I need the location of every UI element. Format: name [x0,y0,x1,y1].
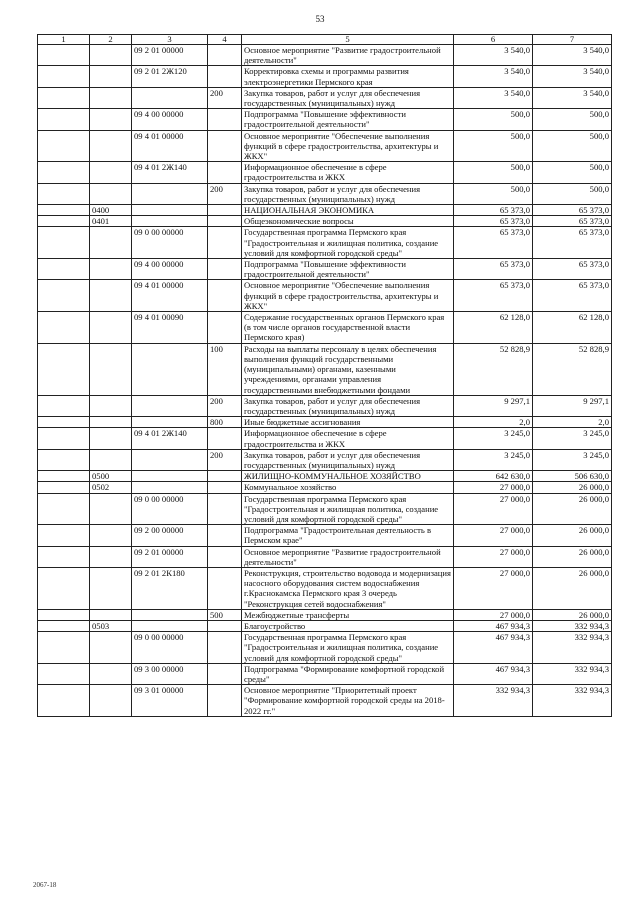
cell-amount-b: 65 373,0 [533,227,612,259]
cell-amount-b: 26 000,0 [533,482,612,493]
cell-col1 [38,45,90,66]
cell-description: Государственная программа Пермского края "Градостроительная и жилищная политика, создание условий для комфортной городской среды" [242,632,454,664]
cell-col1 [38,525,90,546]
cell-section-code [90,567,132,609]
cell-description: Основное мероприятие "Развитие градостроительной деятельности" [242,45,454,66]
cell-section-code [90,109,132,130]
cell-amount-b: 26 000,0 [533,546,612,567]
cell-description: Подпрограмма "Повышение эффективности градостроительной деятельности" [242,259,454,280]
cell-description: Закупка товаров, работ и услуг для обеспечения государственных (муниципальных) нужд [242,183,454,204]
cell-section-code: 0500 [90,471,132,482]
cell-amount-b: 3 540,0 [533,87,612,108]
table-row [38,216,612,227]
cell-expense-type [208,525,242,546]
table-row [38,343,612,395]
page-number: 53 [315,14,325,24]
cell-description: НАЦИОНАЛЬНАЯ ЭКОНОМИКА [242,205,454,216]
cell-target-code: 09 4 00 00000 [132,109,208,130]
cell-amount-a: 65 373,0 [454,280,533,312]
cell-target-code [132,395,208,416]
cell-amount-b: 65 373,0 [533,205,612,216]
cell-amount-a: 3 245,0 [454,449,533,470]
cell-expense-type [208,216,242,227]
cell-target-code [132,417,208,428]
cell-description: Корректировка схемы и программы развития электроэнергетики Пермского края [242,66,454,87]
cell-target-code: 09 4 01 2Ж140 [132,428,208,449]
cell-target-code: 09 2 01 2Ж120 [132,66,208,87]
table-row [38,449,612,470]
cell-section-code [90,663,132,684]
cell-target-code: 09 2 01 00000 [132,546,208,567]
cell-col1 [38,632,90,664]
cell-description: Закупка товаров, работ и услуг для обеспечения государственных (муниципальных) нужд [242,449,454,470]
cell-amount-b: 65 373,0 [533,216,612,227]
table-row [38,546,612,567]
cell-target-code [132,183,208,204]
cell-col1 [38,162,90,183]
header-cell: 6 [454,35,533,45]
cell-amount-a: 27 000,0 [454,482,533,493]
cell-amount-b: 500,0 [533,130,612,162]
cell-description: Реконструкция, строительство водовода и модернизация насосного оборудования систем водоснабжения г.Краснокамска Пермского края 3 очередь "Реконструкция сетей водоснабжения" [242,567,454,609]
cell-amount-b: 3 540,0 [533,45,612,66]
table-row [38,259,612,280]
cell-amount-a: 27 000,0 [454,546,533,567]
cell-amount-a: 500,0 [454,109,533,130]
cell-target-code: 09 4 01 00000 [132,280,208,312]
cell-section-code [90,493,132,525]
cell-target-code: 09 2 01 00000 [132,45,208,66]
cell-amount-b: 3 540,0 [533,66,612,87]
cell-amount-a: 62 128,0 [454,312,533,344]
cell-description: Государственная программа Пермского края "Градостроительная и жилищная политика, создание условий для комфортной городской среды" [242,493,454,525]
cell-amount-b: 332 934,3 [533,685,612,717]
cell-expense-type [208,259,242,280]
cell-expense-type [208,109,242,130]
table-row [38,567,612,609]
cell-expense-type [208,471,242,482]
table-row [38,205,612,216]
cell-amount-a: 27 000,0 [454,493,533,525]
cell-section-code [90,525,132,546]
table-row [38,227,612,259]
cell-description: Коммунальное хозяйство [242,482,454,493]
header-cell: 4 [208,35,242,45]
cell-col1 [38,87,90,108]
header-cell: 1 [38,35,90,45]
table-row [38,620,612,631]
cell-col1 [38,417,90,428]
table-row [38,45,612,66]
table-row [38,183,612,204]
table-row [38,66,612,87]
header-row [38,35,612,45]
cell-section-code [90,417,132,428]
cell-target-code [132,471,208,482]
cell-section-code [90,609,132,620]
cell-target-code: 09 4 01 00090 [132,312,208,344]
header-cell: 2 [90,35,132,45]
cell-amount-a: 500,0 [454,183,533,204]
header-cell: 5 [242,35,454,45]
cell-amount-b: 26 000,0 [533,567,612,609]
cell-amount-b: 65 373,0 [533,280,612,312]
cell-col1 [38,493,90,525]
cell-col1 [38,183,90,204]
table-row [38,482,612,493]
cell-description: Основное мероприятие "Обеспечение выполнения функций в сфере градостроительства, архитектуры и ЖКХ" [242,130,454,162]
table-row [38,525,612,546]
table-row [38,632,612,664]
cell-amount-b: 500,0 [533,183,612,204]
table-row [38,130,612,162]
cell-col1 [38,216,90,227]
cell-expense-type [208,162,242,183]
cell-description: Подпрограмма "Градостроительная деятельность в Пермском крае" [242,525,454,546]
cell-expense-type [208,280,242,312]
cell-target-code [132,449,208,470]
cell-target-code: 09 4 01 2Ж140 [132,162,208,183]
cell-col1 [38,620,90,631]
table-row [38,162,612,183]
cell-section-code: 0400 [90,205,132,216]
cell-col1 [38,546,90,567]
cell-amount-b: 65 373,0 [533,259,612,280]
cell-description: Основное мероприятие "Приоритетный проект "Формирование комфортной городской среды на 2018-2022 гг." [242,685,454,717]
cell-col1 [38,428,90,449]
cell-expense-type [208,312,242,344]
table-row [38,109,612,130]
cell-expense-type: 500 [208,609,242,620]
cell-section-code [90,227,132,259]
cell-col1 [38,482,90,493]
cell-section-code [90,312,132,344]
cell-col1 [38,449,90,470]
cell-amount-b: 500,0 [533,162,612,183]
cell-section-code [90,259,132,280]
cell-amount-a: 27 000,0 [454,525,533,546]
cell-amount-b: 332 934,3 [533,620,612,631]
cell-amount-a: 52 828,9 [454,343,533,395]
cell-description: ЖИЛИЩНО-КОММУНАЛЬНОЕ ХОЗЯЙСТВО [242,471,454,482]
cell-section-code [90,343,132,395]
header-cell: 7 [533,35,612,45]
cell-amount-a: 3 540,0 [454,45,533,66]
cell-amount-a: 500,0 [454,130,533,162]
cell-description: Государственная программа Пермского края "Градостроительная и жилищная политика, создание условий для комфортной городской среды" [242,227,454,259]
cell-description: Благоустройство [242,620,454,631]
table-row [38,428,612,449]
cell-description: Основное мероприятие "Обеспечение выполнения функций в сфере градостроительства, архитектуры и ЖКХ" [242,280,454,312]
cell-amount-a: 467 934,3 [454,620,533,631]
cell-amount-b: 9 297,1 [533,395,612,416]
table-row [38,312,612,344]
cell-amount-a: 467 934,3 [454,632,533,664]
cell-amount-a: 642 630,0 [454,471,533,482]
cell-section-code [90,632,132,664]
cell-amount-b: 500,0 [533,109,612,130]
cell-description: Иные бюджетные ассигнования [242,417,454,428]
cell-target-code [132,343,208,395]
cell-expense-type: 200 [208,449,242,470]
cell-expense-type [208,66,242,87]
cell-col1 [38,685,90,717]
table-row [38,663,612,684]
cell-amount-a: 467 934,3 [454,663,533,684]
cell-expense-type [208,546,242,567]
cell-amount-b: 332 934,3 [533,663,612,684]
cell-amount-b: 3 245,0 [533,428,612,449]
cell-col1 [38,259,90,280]
cell-col1 [38,471,90,482]
cell-expense-type [208,227,242,259]
cell-expense-type [208,45,242,66]
budget-table [37,34,612,717]
cell-amount-a: 3 540,0 [454,66,533,87]
cell-expense-type [208,663,242,684]
cell-amount-a: 65 373,0 [454,205,533,216]
cell-target-code: 09 4 01 00000 [132,130,208,162]
cell-expense-type: 200 [208,395,242,416]
footer-code: 2067-18 [33,881,57,889]
cell-amount-a: 3 540,0 [454,87,533,108]
cell-target-code: 09 0 00 00000 [132,632,208,664]
table-row [38,417,612,428]
cell-section-code [90,546,132,567]
cell-section-code [90,45,132,66]
cell-amount-a: 2,0 [454,417,533,428]
cell-amount-a: 65 373,0 [454,259,533,280]
cell-expense-type: 800 [208,417,242,428]
table-row [38,280,612,312]
cell-description: Расходы на выплаты персоналу в целях обеспечения выполнения функций государственными (муниципальными) органами, казенными учреждениями, органами управления государственными внебюджетными фондами [242,343,454,395]
cell-amount-a: 27 000,0 [454,567,533,609]
cell-col1 [38,312,90,344]
cell-col1 [38,205,90,216]
cell-expense-type: 200 [208,87,242,108]
cell-expense-type [208,567,242,609]
cell-section-code [90,87,132,108]
cell-target-code [132,216,208,227]
cell-expense-type [208,493,242,525]
cell-amount-b: 506 630,0 [533,471,612,482]
cell-target-code: 09 0 00 00000 [132,493,208,525]
cell-description: Содержание государственных органов Пермского края (в том числе органов государственной власти Пермского края) [242,312,454,344]
table-row [38,609,612,620]
cell-amount-a: 27 000,0 [454,609,533,620]
cell-target-code: 09 4 00 00000 [132,259,208,280]
cell-target-code: 09 3 00 00000 [132,663,208,684]
cell-amount-b: 3 245,0 [533,449,612,470]
cell-section-code [90,162,132,183]
cell-section-code [90,395,132,416]
cell-section-code [90,183,132,204]
cell-col1 [38,227,90,259]
cell-expense-type [208,620,242,631]
cell-col1 [38,609,90,620]
cell-amount-a: 3 245,0 [454,428,533,449]
cell-section-code: 0502 [90,482,132,493]
table-row [38,493,612,525]
cell-col1 [38,280,90,312]
cell-section-code: 0503 [90,620,132,631]
cell-section-code [90,130,132,162]
cell-target-code [132,87,208,108]
cell-description: Закупка товаров, работ и услуг для обеспечения государственных (муниципальных) нужд [242,395,454,416]
cell-col1 [38,343,90,395]
cell-amount-b: 26 000,0 [533,609,612,620]
cell-amount-b: 2,0 [533,417,612,428]
cell-section-code [90,685,132,717]
cell-amount-a: 332 934,3 [454,685,533,717]
cell-target-code [132,620,208,631]
cell-target-code [132,482,208,493]
table-row [38,471,612,482]
cell-description: Общеэкономические вопросы [242,216,454,227]
cell-col1 [38,663,90,684]
cell-description: Подпрограмма "Повышение эффективности градостроительной деятельности" [242,109,454,130]
cell-col1 [38,395,90,416]
cell-section-code [90,428,132,449]
cell-col1 [38,66,90,87]
cell-amount-b: 26 000,0 [533,493,612,525]
cell-description: Закупка товаров, работ и услуг для обеспечения государственных (муниципальных) нужд [242,87,454,108]
cell-section-code [90,66,132,87]
header-cell: 3 [132,35,208,45]
cell-target-code [132,205,208,216]
cell-target-code: 09 2 00 00000 [132,525,208,546]
cell-target-code: 09 0 00 00000 [132,227,208,259]
cell-amount-a: 65 373,0 [454,227,533,259]
cell-amount-a: 9 297,1 [454,395,533,416]
cell-expense-type [208,482,242,493]
cell-target-code [132,609,208,620]
table-row [38,685,612,717]
cell-amount-b: 26 000,0 [533,525,612,546]
cell-section-code [90,449,132,470]
cell-amount-b: 62 128,0 [533,312,612,344]
cell-description: Информационное обеспечение в сфере градостроительства и ЖКХ [242,428,454,449]
cell-amount-a: 500,0 [454,162,533,183]
cell-expense-type [208,205,242,216]
cell-description: Межбюджетные трансферты [242,609,454,620]
cell-expense-type [208,428,242,449]
cell-target-code: 09 2 01 2К180 [132,567,208,609]
cell-expense-type: 100 [208,343,242,395]
cell-section-code: 0401 [90,216,132,227]
cell-amount-b: 332 934,3 [533,632,612,664]
cell-amount-a: 65 373,0 [454,216,533,227]
cell-target-code: 09 3 01 00000 [132,685,208,717]
cell-description: Информационное обеспечение в сфере градостроительства и ЖКХ [242,162,454,183]
cell-description: Основное мероприятие "Развитие градостроительной деятельности" [242,546,454,567]
cell-expense-type [208,685,242,717]
cell-section-code [90,280,132,312]
cell-expense-type [208,632,242,664]
cell-expense-type [208,130,242,162]
cell-col1 [38,130,90,162]
table-row [38,87,612,108]
cell-col1 [38,567,90,609]
table-row [38,395,612,416]
cell-amount-b: 52 828,9 [533,343,612,395]
cell-expense-type: 200 [208,183,242,204]
cell-col1 [38,109,90,130]
cell-description: Подпрограмма "Формирование комфортной городской среды" [242,663,454,684]
